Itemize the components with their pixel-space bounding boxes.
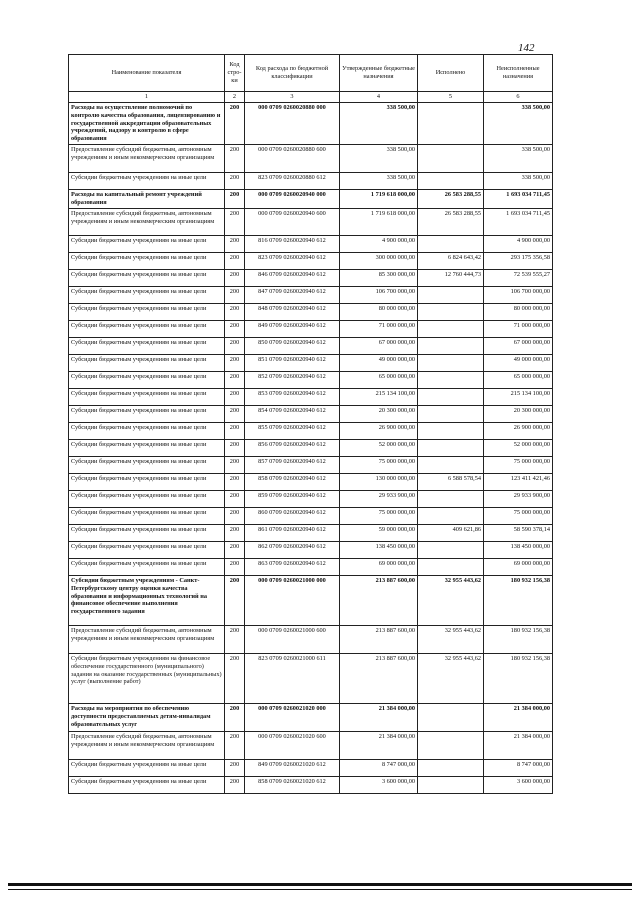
table-row: [69, 252, 553, 269]
row-expense-code-cell: 863 0709 0260020940 612: [245, 558, 340, 575]
row-name-cell: Субсидии бюджетным учреждениям на иные цели: [69, 320, 225, 337]
row-approved-cell: 338 500,00: [340, 145, 418, 173]
row-expense-code-cell: 853 0709 0260020940 612: [245, 388, 340, 405]
row-name-cell: Субсидии бюджетным учреждениям на иные цели: [69, 422, 225, 439]
row-unexecuted-cell: 69 000 000,00: [484, 558, 553, 575]
row-name-cell: Субсидии бюджетным учреждениям на иные цели: [69, 354, 225, 371]
table-row: [69, 625, 553, 653]
row-name-cell: Субсидии бюджетным учреждениям на иные цели: [69, 541, 225, 558]
row-approved-cell: 338 500,00: [340, 173, 418, 190]
row-name-cell: Расходы на капитальный ремонт учреждений образования: [69, 190, 225, 209]
row-name-cell: Предоставление субсидий бюджетным, автономным учреждениям и иным некоммерческим организациям: [69, 208, 225, 235]
row-expense-code-cell: 846 0709 0260020940 612: [245, 269, 340, 286]
row-unexecuted-cell: 75 000 000,00: [484, 456, 553, 473]
row-line-code-cell: 200: [225, 558, 245, 575]
column-number-row: [69, 92, 553, 103]
row-unexecuted-cell: 58 590 378,14: [484, 524, 553, 541]
row-executed-cell: [418, 456, 484, 473]
row-name-cell: Субсидии бюджетным учреждениям на иные цели: [69, 371, 225, 388]
row-name-cell: Субсидии бюджетным учреждениям на иные цели: [69, 173, 225, 190]
row-approved-cell: 106 700 000,00: [340, 286, 418, 303]
row-expense-code-cell: 860 0709 0260020940 612: [245, 507, 340, 524]
row-executed-cell: [418, 303, 484, 320]
row-executed-cell: [418, 759, 484, 776]
row-unexecuted-cell: 72 539 555,27: [484, 269, 553, 286]
row-name-cell: Расходы на мероприятия по обеспечению доступности предоставляемых детям-инвалидам образовательных услуг: [69, 703, 225, 731]
row-line-code-cell: 200: [225, 625, 245, 653]
table-row: [69, 541, 553, 558]
row-line-code-cell: 200: [225, 190, 245, 209]
row-line-code-cell: 200: [225, 405, 245, 422]
row-unexecuted-cell: 20 300 000,00: [484, 405, 553, 422]
row-unexecuted-cell: 71 000 000,00: [484, 320, 553, 337]
row-name-cell: Субсидии бюджетным учреждениям на финансовое обеспечение государственного (муниципального) задания на оказание государственных (муниципальных) услуг (выполнение работ): [69, 653, 225, 703]
row-executed-cell: [418, 731, 484, 759]
row-name-cell: Субсидии бюджетным учреждениям на иные цели: [69, 456, 225, 473]
row-unexecuted-cell: 138 450 000,00: [484, 541, 553, 558]
row-unexecuted-cell: 338 500,00: [484, 173, 553, 190]
row-expense-code-cell: 000 0709 0260021000 000: [245, 575, 340, 625]
row-expense-code-cell: 000 0709 0260021000 600: [245, 625, 340, 653]
table-header-row: [69, 55, 553, 92]
row-name-cell: Субсидии бюджетным учреждениям на иные цели: [69, 286, 225, 303]
row-unexecuted-cell: 21 384 000,00: [484, 731, 553, 759]
table-row: [69, 354, 553, 371]
row-name-cell: Субсидии бюджетным учреждениям на иные цели: [69, 388, 225, 405]
table-row: [69, 388, 553, 405]
row-unexecuted-cell: 180 932 156,38: [484, 575, 553, 625]
row-line-code-cell: 200: [225, 456, 245, 473]
row-unexecuted-cell: 26 900 000,00: [484, 422, 553, 439]
row-name-cell: Субсидии бюджетным учреждениям на иные цели: [69, 235, 225, 252]
row-expense-code-cell: 858 0709 0260020940 612: [245, 473, 340, 490]
row-name-cell: Субсидии бюджетным учреждениям на иные цели: [69, 337, 225, 354]
row-name-cell: Субсидии бюджетным учреждениям на иные цели: [69, 776, 225, 793]
row-line-code-cell: 200: [225, 524, 245, 541]
row-unexecuted-cell: 67 000 000,00: [484, 337, 553, 354]
row-expense-code-cell: 849 0709 0260021020 612: [245, 759, 340, 776]
row-name-cell: Субсидии бюджетным учреждениям на иные цели: [69, 269, 225, 286]
header-name: Наименование показателя: [69, 55, 225, 92]
table-row: [69, 703, 553, 731]
table-row: [69, 286, 553, 303]
row-name-cell: Субсидии бюджетным учреждениям на иные цели: [69, 473, 225, 490]
row-approved-cell: 85 300 000,00: [340, 269, 418, 286]
row-approved-cell: 75 000 000,00: [340, 456, 418, 473]
row-executed-cell: [418, 286, 484, 303]
row-name-cell: Субсидии бюджетным учреждениям на иные цели: [69, 490, 225, 507]
table-row: [69, 473, 553, 490]
table-row: [69, 405, 553, 422]
row-unexecuted-cell: 1 693 034 711,45: [484, 190, 553, 209]
row-name-cell: Субсидии бюджетным учреждениям на иные цели: [69, 252, 225, 269]
table-row: [69, 208, 553, 235]
row-unexecuted-cell: 8 747 000,00: [484, 759, 553, 776]
header-executed: Исполнено: [418, 55, 484, 92]
row-unexecuted-cell: 80 000 000,00: [484, 303, 553, 320]
table-row: [69, 439, 553, 456]
row-expense-code-cell: 000 0709 0260020940 600: [245, 208, 340, 235]
row-line-code-cell: 200: [225, 541, 245, 558]
row-name-cell: Субсидии бюджетным учреждениям на иные цели: [69, 507, 225, 524]
table-row: [69, 173, 553, 190]
table-row: [69, 776, 553, 793]
row-line-code-cell: 200: [225, 473, 245, 490]
row-name-cell: Предоставление субсидий бюджетным, автономным учреждениям и иным некоммерческим организациям: [69, 145, 225, 173]
row-expense-code-cell: 000 0709 0260020880 600: [245, 145, 340, 173]
row-expense-code-cell: 856 0709 0260020940 612: [245, 439, 340, 456]
table-row: [69, 759, 553, 776]
row-expense-code-cell: 857 0709 0260020940 612: [245, 456, 340, 473]
budget-execution-table: [68, 54, 553, 794]
row-executed-cell: 6 588 578,54: [418, 473, 484, 490]
row-approved-cell: 213 887 600,00: [340, 653, 418, 703]
row-executed-cell: [418, 145, 484, 173]
row-approved-cell: 215 134 100,00: [340, 388, 418, 405]
header-expense-code: Код расхода по бюджетной классификации: [245, 55, 340, 92]
row-executed-cell: 32 955 443,62: [418, 625, 484, 653]
row-approved-cell: 49 000 000,00: [340, 354, 418, 371]
row-executed-cell: 12 760 444,73: [418, 269, 484, 286]
table-row: [69, 490, 553, 507]
row-approved-cell: 1 719 618 000,00: [340, 208, 418, 235]
row-expense-code-cell: 849 0709 0260020940 612: [245, 320, 340, 337]
table-row: [69, 320, 553, 337]
row-executed-cell: [418, 405, 484, 422]
table-row: [69, 303, 553, 320]
row-expense-code-cell: 000 0709 0260021020 000: [245, 703, 340, 731]
row-line-code-cell: 200: [225, 320, 245, 337]
row-approved-cell: 20 300 000,00: [340, 405, 418, 422]
bottom-rule-thin: [8, 889, 632, 890]
row-line-code-cell: 200: [225, 286, 245, 303]
row-executed-cell: [418, 173, 484, 190]
row-approved-cell: 21 384 000,00: [340, 731, 418, 759]
row-expense-code-cell: 858 0709 0260021020 612: [245, 776, 340, 793]
row-name-cell: Субсидии бюджетным учреждениям на иные цели: [69, 303, 225, 320]
row-approved-cell: 338 500,00: [340, 102, 418, 144]
row-unexecuted-cell: 338 500,00: [484, 102, 553, 144]
table-row: [69, 507, 553, 524]
row-name-cell: Субсидии бюджетным учреждениям на иные цели: [69, 439, 225, 456]
row-approved-cell: 130 000 000,00: [340, 473, 418, 490]
row-unexecuted-cell: 75 000 000,00: [484, 507, 553, 524]
table-row: [69, 102, 553, 144]
row-executed-cell: [418, 439, 484, 456]
row-expense-code-cell: 848 0709 0260020940 612: [245, 303, 340, 320]
row-unexecuted-cell: 4 900 000,00: [484, 235, 553, 252]
row-name-cell: Субсидии бюджетным учреждениям на иные цели: [69, 524, 225, 541]
table-row: [69, 653, 553, 703]
row-expense-code-cell: 859 0709 0260020940 612: [245, 490, 340, 507]
row-line-code-cell: 200: [225, 303, 245, 320]
row-unexecuted-cell: 49 000 000,00: [484, 354, 553, 371]
bottom-rule: [8, 883, 632, 886]
row-name-cell: Расходы на осуществление полномочий по контролю качества образования, лицензированию и государственной аккредитации образовательных учреждений, надзору и контролю в сфере образования: [69, 102, 225, 144]
row-name-cell: Предоставление субсидий бюджетным, автономным учреждениям и иным некоммерческим организациям: [69, 731, 225, 759]
row-approved-cell: 138 450 000,00: [340, 541, 418, 558]
row-approved-cell: 59 000 000,00: [340, 524, 418, 541]
row-executed-cell: [418, 371, 484, 388]
column-number: 3: [245, 92, 340, 103]
row-approved-cell: 52 000 000,00: [340, 439, 418, 456]
row-expense-code-cell: 847 0709 0260020940 612: [245, 286, 340, 303]
row-approved-cell: 213 887 600,00: [340, 625, 418, 653]
row-executed-cell: 26 583 288,55: [418, 190, 484, 209]
row-expense-code-cell: 862 0709 0260020940 612: [245, 541, 340, 558]
row-executed-cell: [418, 541, 484, 558]
row-name-cell: Субсидии бюджетным учреждениям - Санкт-Петербургскому центру оценки качества образования и информационных технологий на финансовое обеспечение выполнения государственного задания: [69, 575, 225, 625]
row-expense-code-cell: 000 0709 0260021020 600: [245, 731, 340, 759]
table-row: [69, 371, 553, 388]
row-unexecuted-cell: 180 932 156,38: [484, 625, 553, 653]
row-line-code-cell: 200: [225, 269, 245, 286]
column-number: 4: [340, 92, 418, 103]
row-line-code-cell: 200: [225, 337, 245, 354]
row-unexecuted-cell: 338 500,00: [484, 145, 553, 173]
row-executed-cell: [418, 490, 484, 507]
row-approved-cell: 80 000 000,00: [340, 303, 418, 320]
row-executed-cell: 26 583 288,55: [418, 208, 484, 235]
row-expense-code-cell: 852 0709 0260020940 612: [245, 371, 340, 388]
row-line-code-cell: 200: [225, 507, 245, 524]
row-unexecuted-cell: 52 000 000,00: [484, 439, 553, 456]
row-expense-code-cell: 816 0709 0260020940 612: [245, 235, 340, 252]
row-unexecuted-cell: 65 000 000,00: [484, 371, 553, 388]
column-number: 1: [69, 92, 225, 103]
row-unexecuted-cell: 106 700 000,00: [484, 286, 553, 303]
row-executed-cell: 409 621,86: [418, 524, 484, 541]
row-line-code-cell: 200: [225, 102, 245, 144]
table-row: [69, 456, 553, 473]
row-line-code-cell: 200: [225, 422, 245, 439]
row-line-code-cell: 200: [225, 145, 245, 173]
header-unexecuted: Неисполненные назначения: [484, 55, 553, 92]
row-expense-code-cell: 855 0709 0260020940 612: [245, 422, 340, 439]
row-approved-cell: 29 933 900,00: [340, 490, 418, 507]
row-name-cell: Предоставление субсидий бюджетным, автономным учреждениям и иным некоммерческим организациям: [69, 625, 225, 653]
row-unexecuted-cell: 293 175 356,58: [484, 252, 553, 269]
row-executed-cell: [418, 337, 484, 354]
row-expense-code-cell: 854 0709 0260020940 612: [245, 405, 340, 422]
row-line-code-cell: 200: [225, 173, 245, 190]
row-name-cell: Субсидии бюджетным учреждениям на иные цели: [69, 759, 225, 776]
row-unexecuted-cell: 215 134 100,00: [484, 388, 553, 405]
column-number: 6: [484, 92, 553, 103]
row-executed-cell: [418, 235, 484, 252]
row-expense-code-cell: 823 0709 0260020880 612: [245, 173, 340, 190]
table-row: [69, 731, 553, 759]
table-row: [69, 145, 553, 173]
table-row: [69, 190, 553, 209]
row-approved-cell: 3 600 000,00: [340, 776, 418, 793]
row-unexecuted-cell: 180 932 156,38: [484, 653, 553, 703]
table-row: [69, 422, 553, 439]
row-line-code-cell: 200: [225, 439, 245, 456]
row-approved-cell: 65 000 000,00: [340, 371, 418, 388]
header-approved: Утвержденные бюджетные назначения: [340, 55, 418, 92]
table-row: [69, 558, 553, 575]
row-executed-cell: [418, 507, 484, 524]
row-expense-code-cell: 850 0709 0260020940 612: [245, 337, 340, 354]
row-executed-cell: 32 955 443,62: [418, 575, 484, 625]
row-executed-cell: [418, 422, 484, 439]
row-line-code-cell: 200: [225, 388, 245, 405]
row-approved-cell: 75 000 000,00: [340, 507, 418, 524]
row-line-code-cell: 200: [225, 208, 245, 235]
row-executed-cell: [418, 102, 484, 144]
row-approved-cell: 26 900 000,00: [340, 422, 418, 439]
row-approved-cell: 213 887 600,00: [340, 575, 418, 625]
row-unexecuted-cell: 1 693 034 711,45: [484, 208, 553, 235]
row-line-code-cell: 200: [225, 575, 245, 625]
row-executed-cell: [418, 388, 484, 405]
row-approved-cell: 300 000 000,00: [340, 252, 418, 269]
row-line-code-cell: 200: [225, 653, 245, 703]
table-body: [69, 102, 553, 793]
row-approved-cell: 71 000 000,00: [340, 320, 418, 337]
column-number: 5: [418, 92, 484, 103]
row-unexecuted-cell: 3 600 000,00: [484, 776, 553, 793]
row-unexecuted-cell: 21 384 000,00: [484, 703, 553, 731]
row-line-code-cell: 200: [225, 731, 245, 759]
row-approved-cell: 1 719 618 000,00: [340, 190, 418, 209]
row-executed-cell: [418, 354, 484, 371]
row-line-code-cell: 200: [225, 776, 245, 793]
row-approved-cell: 4 900 000,00: [340, 235, 418, 252]
row-expense-code-cell: 000 0709 0260020880 000: [245, 102, 340, 144]
row-line-code-cell: 200: [225, 235, 245, 252]
row-line-code-cell: 200: [225, 759, 245, 776]
row-line-code-cell: 200: [225, 252, 245, 269]
row-executed-cell: [418, 776, 484, 793]
row-executed-cell: [418, 558, 484, 575]
row-name-cell: Субсидии бюджетным учреждениям на иные цели: [69, 405, 225, 422]
row-expense-code-cell: 823 0709 0260021000 611: [245, 653, 340, 703]
header-line-code: Код стро-ки: [225, 55, 245, 92]
row-approved-cell: 67 000 000,00: [340, 337, 418, 354]
row-executed-cell: 32 955 443,62: [418, 653, 484, 703]
row-expense-code-cell: 000 0709 0260020940 000: [245, 190, 340, 209]
table-row: [69, 235, 553, 252]
row-line-code-cell: 200: [225, 354, 245, 371]
row-expense-code-cell: 851 0709 0260020940 612: [245, 354, 340, 371]
table-row: [69, 337, 553, 354]
table-row: [69, 269, 553, 286]
table-row: [69, 575, 553, 625]
row-line-code-cell: 200: [225, 371, 245, 388]
row-executed-cell: [418, 320, 484, 337]
row-expense-code-cell: 823 0709 0260020940 612: [245, 252, 340, 269]
page-number: 142: [518, 42, 535, 54]
row-line-code-cell: 200: [225, 490, 245, 507]
table-row: [69, 524, 553, 541]
row-approved-cell: 21 384 000,00: [340, 703, 418, 731]
row-approved-cell: 8 747 000,00: [340, 759, 418, 776]
row-unexecuted-cell: 123 411 421,46: [484, 473, 553, 490]
row-executed-cell: [418, 703, 484, 731]
row-expense-code-cell: 861 0709 0260020940 612: [245, 524, 340, 541]
row-executed-cell: 6 824 643,42: [418, 252, 484, 269]
row-name-cell: Субсидии бюджетным учреждениям на иные цели: [69, 558, 225, 575]
row-unexecuted-cell: 29 933 900,00: [484, 490, 553, 507]
row-line-code-cell: 200: [225, 703, 245, 731]
row-approved-cell: 69 000 000,00: [340, 558, 418, 575]
column-number: 2: [225, 92, 245, 103]
